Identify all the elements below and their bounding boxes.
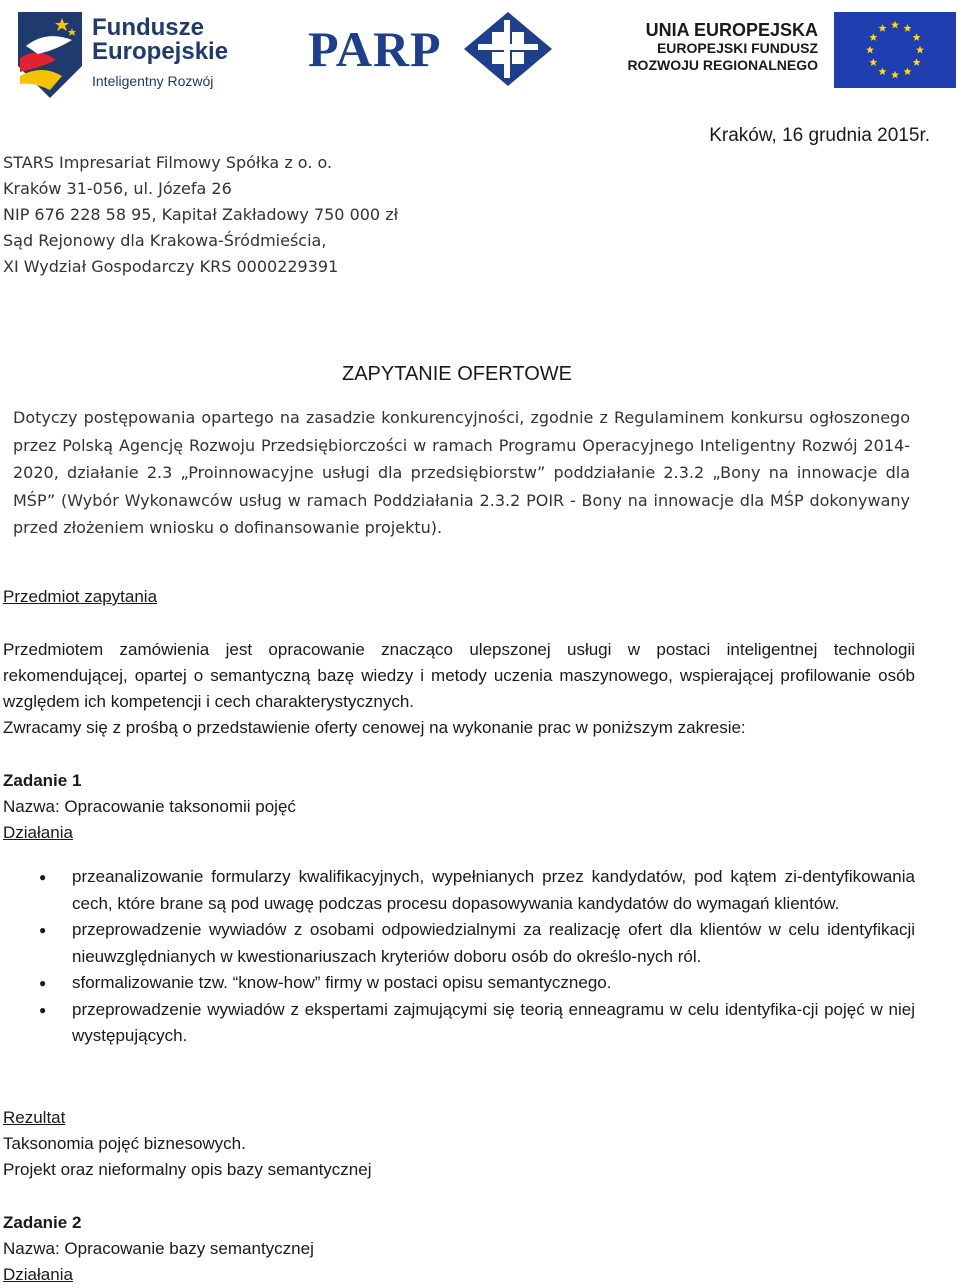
address-line: Kraków 31-056, ul. Józefa 26 — [3, 179, 232, 198]
eu-wordmark — [627, 20, 818, 74]
task1-actions-label-text: Działania — [3, 823, 73, 842]
fe-logo-line3: Inteligentny Rozwój — [92, 73, 214, 89]
address-line: Sąd Rejonowy dla Krakowa-Śródmieścia, — [3, 231, 327, 250]
fe-logo-line1: Fundusze — [92, 14, 204, 41]
task1-name: Nazwa: Opracowanie taksonomii pojęć — [3, 797, 296, 816]
sender-address — [3, 150, 398, 280]
address-line: NIP 676 228 58 95, Kapitał Zakładowy 750 000 zł — [3, 205, 399, 224]
address-line: XI Wydział Gospodarczy KRS 0000229391 — [3, 257, 339, 276]
letter-date: Kraków, 16 grudnia 2015r. — [709, 125, 930, 146]
fundusze-europejskie-wordmark — [92, 16, 228, 90]
task1-actions-list — [3, 864, 915, 1050]
address-line: STARS Impresariat Filmowy Spółka z o. o. — [3, 153, 333, 172]
task2-heading: Zadanie 2 — [3, 1213, 82, 1232]
document-title: ZAPYTANIE OFERTOWE — [341, 363, 573, 385]
task1-result-label-text: Rezultat — [3, 1108, 66, 1127]
task2-name: Nazwa: Opracowanie bazy semantycznej — [3, 1239, 314, 1258]
fundusze-europejskie-logo-icon — [16, 6, 84, 102]
list-item: ● przeanalizowanie formularzy kwalifikacyjnych, wypełnianych przez kandydatów, pod kątem zi-dentyfikowania cech, które brane są pod uwagę podczas procesu dopasowywania kandydatów do wymagań klientów. — [3, 864, 915, 917]
eu-flag-icon — [834, 12, 956, 88]
task1-heading: Zadanie 1 — [3, 771, 82, 790]
subject-heading-text: Przedmiot zapytania — [3, 587, 158, 606]
eu-logo-line3: ROZWOJU REGIONALNEGO — [627, 57, 818, 73]
list-item: ● przeprowadzenie wywiadów z ekspertami zajmującymi się teorią enneagramu w celu identyfika-cji pojęć w niej występujących. — [3, 997, 915, 1050]
fe-logo-line2: Europejskie — [92, 38, 229, 65]
parp-diamond-icon — [462, 10, 554, 88]
eu-logo-line1: UNIA EUROPEJSKA — [645, 20, 818, 40]
header-logos — [0, 0, 960, 110]
parp-logo-text: PARP — [308, 21, 442, 77]
task2-actions-label — [3, 1262, 915, 1288]
task1-result-label — [3, 1105, 915, 1131]
list-item: ● przeprowadzenie wywiadów z osobami odpowiedzialnymi za realizację ofert dla klientów w celu identyfikacji nieuwzględnianych w kwestionariuszach kryteriów doboru osób do określo-nych ról. — [3, 917, 915, 970]
task2-actions-label-text: Działania — [3, 1265, 73, 1284]
task1-actions-label — [3, 820, 915, 846]
request-paragraph: Zwracamy się z prośbą o przedstawienie oferty cenowej na wykonanie prac w poniższym zakresie: — [3, 718, 746, 737]
eu-logo-line2: EUROPEJSKI FUNDUSZ — [656, 40, 818, 56]
list-item: ● sformalizowanie tzw. “know-how” firmy w postaci opisu semantycznego. — [3, 970, 915, 997]
intro-paragraph: Dotyczy postępowania opartego na zasadzie konkurencyjności, zgodnie z Regulaminem konkursu ogłoszonego przez Polską Agencję Rozwoju Przedsiębiorczości w ramach Programu Operacyjnego Inteligentny Rozwój 2014-2020, działanie 2.3 „Proinnowacyjne usługi dla przedsiębiorstw” poddziałanie 2.3.2 „Bony na innowacje dla MŚP” (Wybór Wykonawców usług w ramach Poddziałania 2.3.2 POIR - Bony na innowacje dla MŚP dokonywany przed złożeniem wniosku o dofinansowanie projektu). — [13, 408, 910, 537]
task1-result-2: Projekt oraz nieformalny opis bazy semantycznej — [3, 1160, 372, 1179]
subject-heading — [3, 584, 915, 610]
subject-paragraph: Przedmiotem zamówienia jest opracowanie znacząco ulepszonej usługi w postaci inteligentnej technologii rekomendującej, opartej o semantyczną bazę wiedzy i metody uczenia maszynowego, wspierającej profilowanie osób względem ich kompetencji i cech charakterystycznych. — [3, 640, 915, 711]
task1-result-1: Taksonomia pojęć biznesowych. — [3, 1134, 246, 1153]
